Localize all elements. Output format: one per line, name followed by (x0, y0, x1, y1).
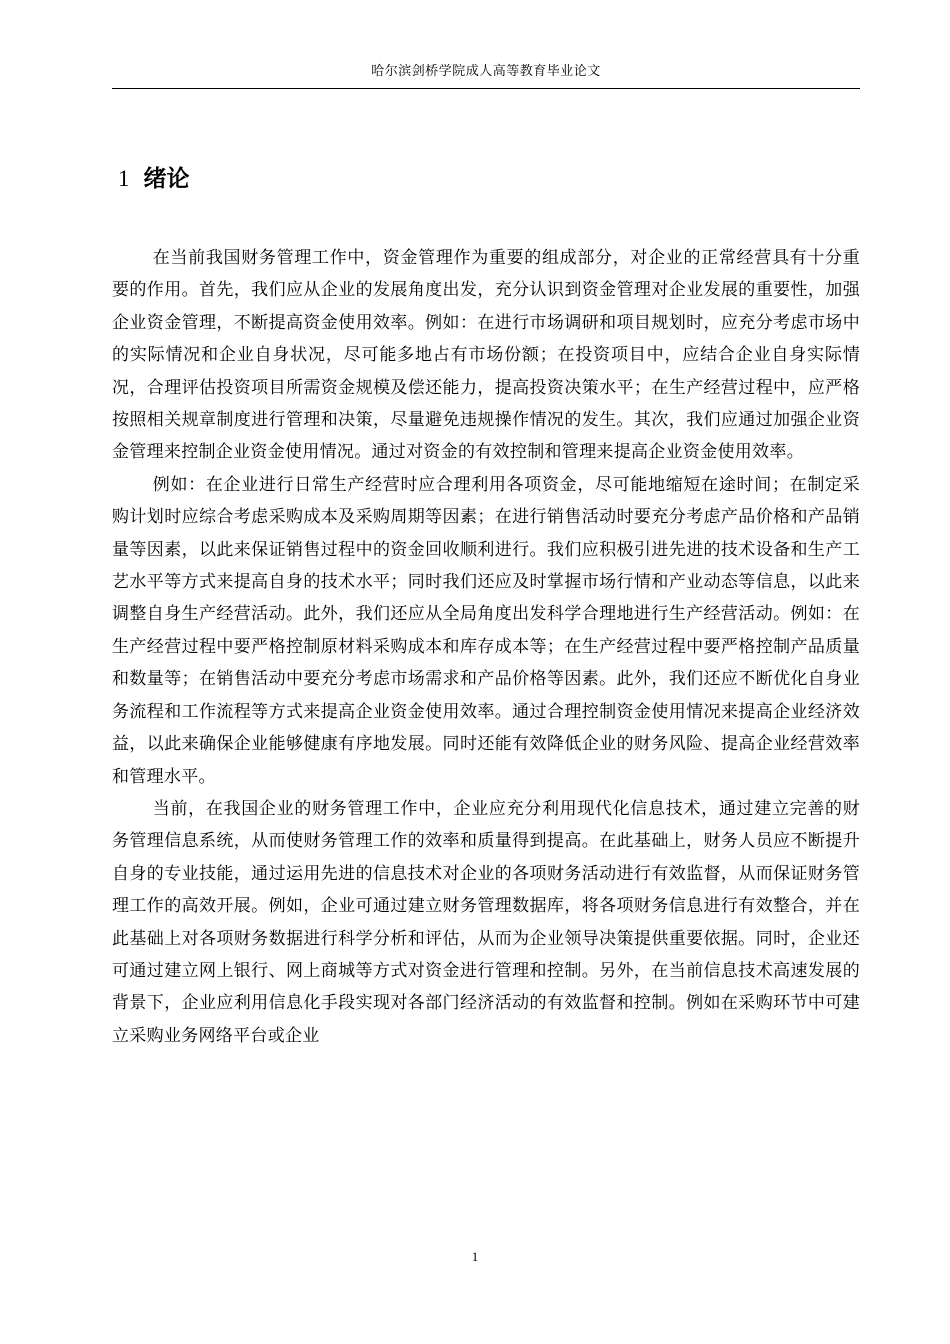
paragraph: 当前，在我国企业的财务管理工作中，企业应充分利用现代化信息技术，通过建立完善的财务管理信息系统，从而使财务管理工作的效率和质量得到提高。在此基础上，财务人员应不断提升自身的专业技能，通过运用先进的信息技术对企业的各项财务活动进行有效监督，从而保证财务管理工作的高效开展。例如，企业可通过建立财务管理数据库，将各项财务信息进行有效整合，并在此基础上对各项财务数据进行科学分析和评估，从而为企业领导决策提供重要依据。同时，企业还可通过建立网上银行、网上商城等方式对资金进行管理和控制。另外，在当前信息技术高速发展的背景下，企业应利用信息化手段实现对各部门经济活动的有效监督和控制。例如在采购环节中可建立采购业务网络平台或企业 (112, 798, 860, 1046)
chapter-title-text: 绪论 (143, 166, 190, 192)
paragraph: 例如：在企业进行日常生产经营时应合理利用各项资金，尽可能地缩短在途时间；在制定采购计划时应综合考虑采购成本及采购周期等因素；在进行销售活动时要充分考虑产品价格和产品销量等因素，以此来保证销售过程中的资金回收顺利进行。我们应积极引进先进的技术设备和生产工艺水平等方式来提高自身的技术水平；同时我们还应及时掌握市场行情和产业动态等信息，以此来调整自身生产经营活动。此外，我们还应从全局角度出发科学合理地进行生产经营活动。例如：在生产经营过程中要严格控制原材料采购成本和库存成本等；在生产经营过程中要严格控制产品质量和数量等；在销售活动中要充分考虑市场需求和产品价格等因素。此外，我们还应不断优化自身业务流程和工作流程等方式来提高企业资金使用效率。通过合理控制资金使用情况来提高企业经济效益，以此来确保企业能够健康有序地发展。同时还能有效降低企业的财务风险、提高企业经营效率和管理水平。 (112, 474, 860, 787)
chapter-number: 1 (118, 166, 130, 191)
header-rule (112, 88, 860, 89)
paragraph: 在当前我国财务管理工作中，资金管理作为重要的组成部分，对企业的正常经营具有十分重要的作用。首先，我们应从企业的发展角度出发，充分认识到资金管理对企业发展的重要性，加强企业资金管理，不断提高资金使用效率。例如：在进行市场调研和项目规划时，应充分考虑市场中的实际情况和企业自身状况，尽可能多地占有市场份额；在投资项目中，应结合企业自身实际情况，合理评估投资项目所需资金规模及偿还能力，提高投资决策水平；在生产经营过程中，应严格按照相关规章制度进行管理和决策，尽量避免违规操作情况的发生。其次，我们应通过加强企业资金管理来控制企业资金使用情况。通过对资金的有效控制和管理来提高企业资金使用效率。 (112, 248, 860, 463)
running-header: 哈尔滨剑桥学院成人高等教育毕业论文 (371, 64, 601, 79)
page-number: 1 (471, 1249, 479, 1264)
body-text (112, 242, 860, 1052)
chapter-title (118, 162, 190, 196)
